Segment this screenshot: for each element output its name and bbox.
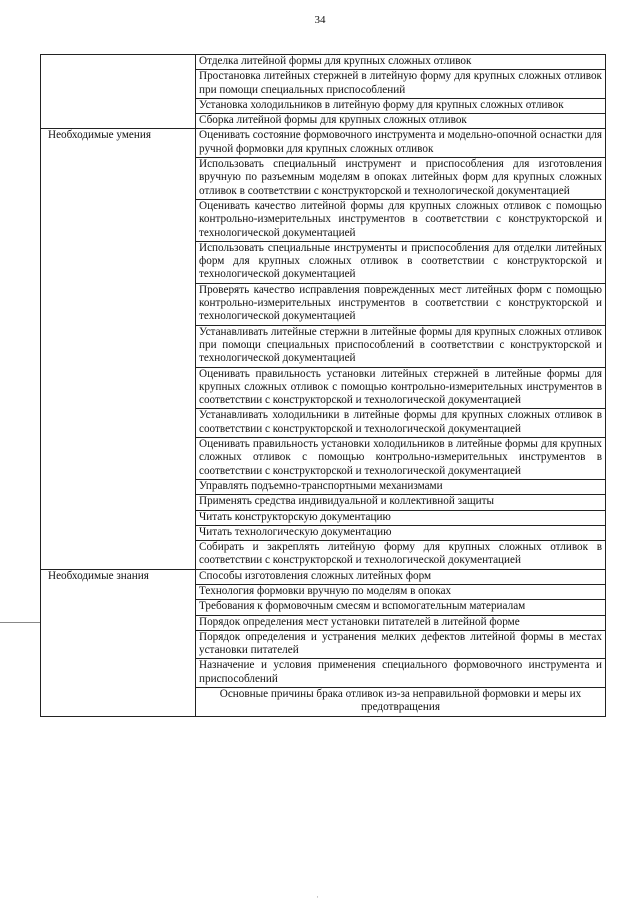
table-row <box>41 241 606 283</box>
table-row <box>41 569 606 584</box>
item-cell: Оценивать состояние формовочного инструмента и модельно-опочной оснастки для ручной формовки для крупных сложных отливок <box>196 129 606 158</box>
requirements-table <box>40 54 606 717</box>
category-cell <box>41 495 196 510</box>
table-row <box>41 129 606 158</box>
table-row <box>41 283 606 325</box>
table-row <box>41 70 606 99</box>
table-row <box>41 688 606 717</box>
table-row <box>41 584 606 599</box>
item-cell: Технология формовки вручную по моделям в опоках <box>196 584 606 599</box>
table-row <box>41 367 606 409</box>
category-cell <box>41 600 196 615</box>
item-cell: Сборка литейной формы для крупных сложных отливок <box>196 114 606 129</box>
category-cell: Необходимые умения <box>41 129 196 158</box>
table-row <box>41 325 606 367</box>
table-row <box>41 525 606 540</box>
table-row <box>41 510 606 525</box>
table-row <box>41 114 606 129</box>
category-cell: Необходимые знания <box>41 569 196 584</box>
item-cell: Использовать специальный инструмент и приспособления для изготовления вручную по разъемным моделям в опоках литейных форм для крупных сложных отливок в соответствии с конструкторской и технологической документацией <box>196 158 606 200</box>
category-cell <box>41 659 196 688</box>
table-row <box>41 158 606 200</box>
item-cell: Простановка литейных стержней в литейную форму для крупных сложных отливок при помощи специальных приспособлений <box>196 70 606 99</box>
item-cell: Применять средства индивидуальной и коллективной защиты <box>196 495 606 510</box>
item-cell: Устанавливать холодильники в литейные формы для крупных сложных отливок в соответствии с конструкторской и технологической документацией <box>196 409 606 438</box>
item-cell: Способы изготовления сложных литейных форм <box>196 569 606 584</box>
table-row <box>41 630 606 659</box>
category-cell <box>41 114 196 129</box>
category-cell <box>41 283 196 325</box>
table-row <box>41 659 606 688</box>
item-cell: Установка холодильников в литейную форму для крупных сложных отливок <box>196 98 606 113</box>
category-cell <box>41 688 196 717</box>
category-cell <box>41 525 196 540</box>
item-cell: Порядок определения и устранения мелких дефектов литейной формы в местах установки питателей <box>196 630 606 659</box>
category-cell <box>41 541 196 570</box>
category-cell <box>41 510 196 525</box>
table-row <box>41 98 606 113</box>
table-row <box>41 541 606 570</box>
category-cell <box>41 199 196 241</box>
item-cell: Управлять подъемно-транспортными механизмами <box>196 479 606 494</box>
category-cell <box>41 409 196 438</box>
table-row <box>41 615 606 630</box>
item-cell: Основные причины брака отливок из-за неправильной формовки и меры их предотвращения <box>196 688 606 717</box>
table-row <box>41 55 606 70</box>
item-cell: Читать конструкторскую документацию <box>196 510 606 525</box>
item-cell: Назначение и условия применения специального формовочного инструмента и приспособлений <box>196 659 606 688</box>
item-cell: Использовать специальные инструменты и приспособления для отделки литейных форм для крупных сложных отливок в соответствии с конструкторской и технологической документацией <box>196 241 606 283</box>
table-row <box>41 438 606 480</box>
item-cell: Порядок определения мест установки питателей в литейной форме <box>196 615 606 630</box>
category-cell <box>41 70 196 99</box>
category-cell <box>41 615 196 630</box>
table-row <box>41 495 606 510</box>
category-cell <box>41 158 196 200</box>
footer-mark: · <box>316 892 319 902</box>
category-cell <box>41 55 196 70</box>
item-cell: Собирать и закреплять литейную форму для крупных сложных отливок в соответствии с конструкторской и технологической документацией <box>196 541 606 570</box>
item-cell: Устанавливать литейные стержни в литейные формы для крупных сложных отливок при помощи специальных приспособлений в соответствии с конструкторской и технологической документацией <box>196 325 606 367</box>
category-cell <box>41 241 196 283</box>
page-number: 34 <box>314 14 326 26</box>
item-cell: Оценивать правильность установки литейных стержней в литейные формы для крупных сложных отливок с помощью контрольно-измерительных инструментов в соответствии с конструкторской и технологической документацией <box>196 367 606 409</box>
category-cell <box>41 367 196 409</box>
item-cell: Отделка литейной формы для крупных сложных отливок <box>196 55 606 70</box>
table-row <box>41 199 606 241</box>
item-cell: Оценивать правильность установки холодильников в литейные формы для крупных сложных отливок с помощью контрольно-измерительных инструментов в соответствии с конструкторской и технологической документацией <box>196 438 606 480</box>
item-cell: Проверять качество исправления поврежденных мест литейных форм с помощью контрольно-измерительных инструментов в соответствии с конструкторской и технологической документацией <box>196 283 606 325</box>
category-cell <box>41 479 196 494</box>
item-cell: Читать технологическую документацию <box>196 525 606 540</box>
margin-cut-line <box>0 622 40 623</box>
category-cell <box>41 325 196 367</box>
item-cell: Оценивать качество литейной формы для крупных сложных отливок с помощью контрольно-измерительных инструментов в соответствии с конструкторской и технологической документацией <box>196 199 606 241</box>
category-cell <box>41 584 196 599</box>
category-cell <box>41 630 196 659</box>
category-cell <box>41 98 196 113</box>
requirements-table-body <box>41 55 606 717</box>
table-row <box>41 479 606 494</box>
table-row <box>41 600 606 615</box>
category-cell <box>41 438 196 480</box>
item-cell: Требования к формовочным смесям и вспомогательным материалам <box>196 600 606 615</box>
table-row <box>41 409 606 438</box>
